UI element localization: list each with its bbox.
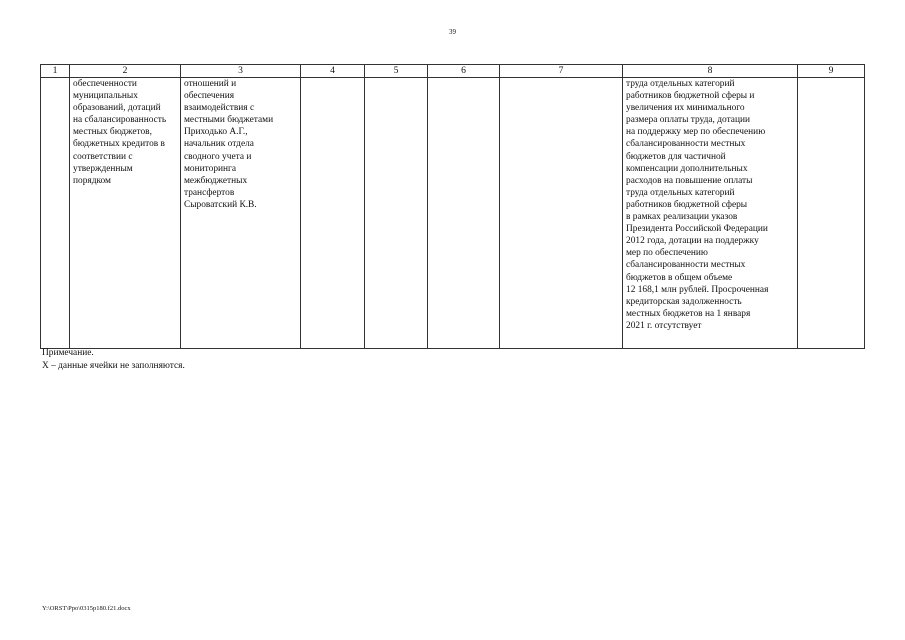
cell-text-line: 2021 г. отсутствует [626, 320, 702, 331]
column-header-4: 4 [301, 65, 365, 78]
cell-text-line: 2012 года, дотации на поддержку [626, 236, 759, 247]
cell-col1 [41, 78, 70, 349]
cell-text-line: мониторинга [184, 163, 237, 174]
cell-text-line: Президента Российской Федерации [626, 224, 768, 235]
cell-text-line: компенсации дополнительных [626, 163, 748, 174]
cell-col8 [623, 78, 798, 349]
cell-text-line: бюджетных кредитов в [73, 139, 165, 150]
cell-col9 [798, 78, 865, 349]
report-table [40, 64, 865, 349]
cell-text-line: взаимодействия с [184, 103, 255, 114]
cell-text-line: на сбалансированность [73, 115, 167, 126]
cell-text-line: местных бюджетов, [73, 127, 152, 138]
column-header-5: 5 [365, 65, 428, 78]
cell-col5 [365, 78, 428, 349]
cell-text-line: расходов на повышение оплаты [626, 175, 753, 186]
note-block [42, 347, 185, 372]
page-number: 39 [449, 28, 456, 36]
note-text: Х – данные ячейки не заполняются. [42, 360, 185, 371]
cell-text-line: в рамках реализации указов [626, 212, 738, 223]
cell-text-line: сбалансированности местных [626, 260, 746, 271]
cell-text-line: местными бюджетами [184, 115, 274, 126]
table-header-row [41, 65, 865, 78]
column-header-1: 1 [41, 65, 70, 78]
cell-text-line: обеспеченности [73, 79, 137, 89]
cell-text-line: местных бюджетов на 1 января [626, 308, 751, 319]
cell-text-line: 12 168,1 млн рублей. Просроченная [626, 284, 769, 295]
cell-text-line: Сыроватский К.В. [184, 199, 257, 210]
cell-text-line: порядком [73, 175, 111, 186]
cell-text-line: труда отдельных категорий [626, 79, 735, 89]
table-row [41, 78, 865, 349]
footer-file-path: Y:\ORST\Ppo\0315p180.f21.docx [42, 605, 131, 612]
cell-text-line: бюджетов в общем объеме [626, 272, 733, 283]
cell-text-line: образований, дотаций [73, 103, 161, 114]
cell-text-line: размера оплаты труда, дотации [626, 115, 750, 126]
cell-text-line: межбюджетных [184, 175, 248, 186]
column-header-8: 8 [623, 65, 798, 78]
cell-text-line: на поддержку мер по обеспечению [626, 127, 766, 138]
cell-text-line: труда отдельных категорий [626, 187, 735, 198]
cell-text-line: утвержденным [73, 163, 133, 174]
cell-col6 [428, 78, 500, 349]
column-header-6: 6 [428, 65, 500, 78]
column-header-9: 9 [798, 65, 865, 78]
cell-text-line: Приходько А.Г., [184, 127, 248, 138]
note-title: Примечание. [42, 348, 94, 358]
cell-col7 [500, 78, 623, 349]
cell-text-line: отношений и [184, 79, 237, 89]
column-header-2: 2 [70, 65, 181, 78]
cell-col3 [181, 78, 301, 349]
column-header-3: 3 [181, 65, 301, 78]
cell-col4 [301, 78, 365, 349]
cell-col2 [70, 78, 181, 349]
cell-text-line: увеличения их минимального [626, 103, 745, 114]
cell-text-line: мер по обеспечению [626, 248, 708, 259]
cell-text-line: начальник отдела [184, 139, 254, 150]
column-header-7: 7 [500, 65, 623, 78]
cell-text-line: работников бюджетной сферы [626, 199, 748, 210]
cell-text-line: сводного учета и [184, 151, 252, 162]
cell-text-line: бюджетов для частичной [626, 151, 726, 162]
cell-text-line: обеспечения [184, 91, 235, 102]
cell-text-line: кредиторская задолженность [626, 296, 742, 307]
cell-text-line: сбалансированности местных [626, 139, 746, 150]
cell-text-line: работников бюджетной сферы и [626, 91, 755, 102]
cell-text-line: соответствии с [73, 151, 133, 162]
cell-text-line: муниципальных [73, 91, 138, 102]
cell-text-line: трансфертов [184, 187, 235, 198]
